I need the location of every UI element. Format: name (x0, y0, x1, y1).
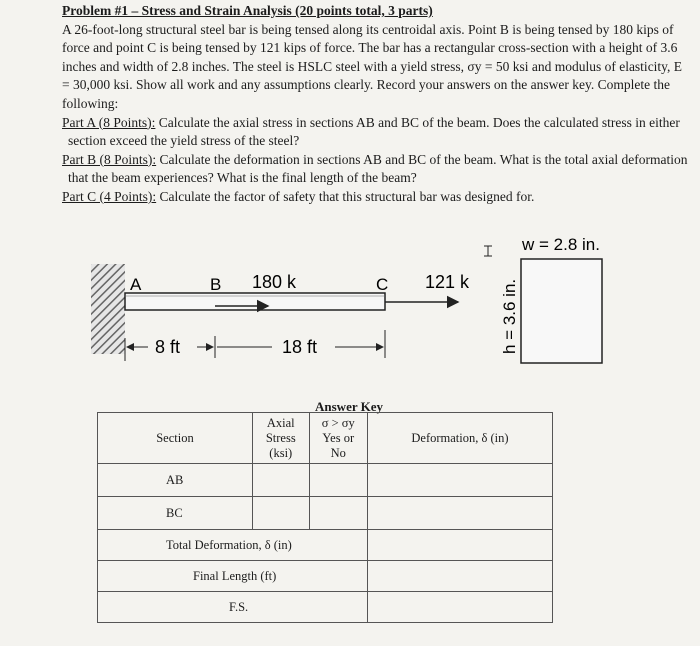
label-c: C (376, 275, 389, 294)
force-c-label: 121 k (425, 272, 470, 292)
bc-yield-cell[interactable] (309, 497, 367, 530)
height-label: h = 3.6 in. (500, 278, 519, 354)
final-length-cell[interactable] (367, 561, 552, 592)
col-deformation: Deformation, δ (in) (367, 413, 552, 464)
problem-title: Problem #1 – Stress and Strain Analysis (20 points total, 3 parts) (62, 3, 433, 18)
problem-statement: A 26-foot-long structural steel bar is being tensed along its centroidal axis. Point B is being tensed by 180 kips of force and point C is being tensed by 121 kips of force. The bar has a rectangular cross-section with a height of 3.6 inches and width of 2.8 inches. The steel is HSLC steel with a yield stress, σy = 50 ksi and modulus of elasticity, E = 30,000 ksi. Show all work and any assumptions clearly. Record your answers on the answer key. Complete the following: (62, 21, 683, 111)
col-yield-check (309, 413, 367, 464)
fs-label: F.S. (98, 592, 368, 623)
row-ab (98, 464, 553, 497)
beam-diagram (0, 226, 700, 396)
part-b-label: Part B (8 Points): (62, 151, 157, 167)
ab-deform-cell[interactable] (367, 464, 552, 497)
part-a-text: Calculate the axial stress in sections AB and BC of the beam. Does the calculated stress in either section exceed the yield stress of the steel? (68, 114, 680, 149)
label-b: B (210, 275, 222, 294)
part-a-label: Part A (8 Points): (62, 114, 156, 130)
row-final-length (98, 561, 553, 592)
cross-section (521, 259, 602, 363)
final-length-label: Final Length (ft) (98, 561, 368, 592)
answer-header-row (98, 413, 553, 464)
col-yield-line2: Yes or (322, 430, 355, 445)
height-dim-top (484, 246, 492, 256)
length-ab-label: 8 ft (155, 337, 181, 357)
bc-stress-cell[interactable] (252, 497, 309, 530)
col-axial-stress (252, 413, 309, 464)
row-bc (98, 497, 553, 530)
width-label: w = 2.8 in. (522, 235, 600, 254)
row-bc-label: BC (98, 497, 253, 530)
part-b (62, 151, 692, 188)
row-total-deformation (98, 530, 553, 561)
col-stress-line2: Stress (265, 430, 296, 445)
col-stress-line1: Axial (266, 415, 295, 430)
part-c (62, 188, 692, 207)
problem-text (62, 2, 692, 207)
force-b-label: 180 k (252, 272, 297, 292)
fs-cell[interactable] (367, 592, 552, 623)
row-ab-label: AB (98, 464, 253, 497)
bc-deform-cell[interactable] (367, 497, 552, 530)
steel-bar (125, 293, 385, 310)
answer-key-title: Answer Key (315, 399, 384, 414)
col-yield-line1: σ > σy (321, 415, 355, 430)
col-stress-line3: (ksi) (269, 445, 293, 460)
total-deformation-cell[interactable] (367, 530, 552, 561)
part-c-label: Part C (4 Points): (62, 188, 157, 204)
length-bc-label: 18 ft (282, 337, 318, 357)
col-yield-line3: No (330, 445, 346, 460)
label-a: A (130, 275, 142, 294)
fixed-wall (91, 264, 125, 354)
answer-key-table (97, 412, 553, 623)
total-deformation-label: Total Deformation, δ (in) (98, 530, 368, 561)
ab-stress-cell[interactable] (252, 464, 309, 497)
row-fs (98, 592, 553, 623)
part-b-text: Calculate the deformation in sections AB and BC of the beam. What is the total axial deformation that the beam experiences? What is the final length of the beam? (68, 151, 688, 186)
ab-yield-cell[interactable] (309, 464, 367, 497)
col-section: Section (98, 413, 253, 464)
part-c-text: Calculate the factor of safety that this structural bar was designed for. (156, 188, 535, 204)
part-a (62, 114, 692, 151)
